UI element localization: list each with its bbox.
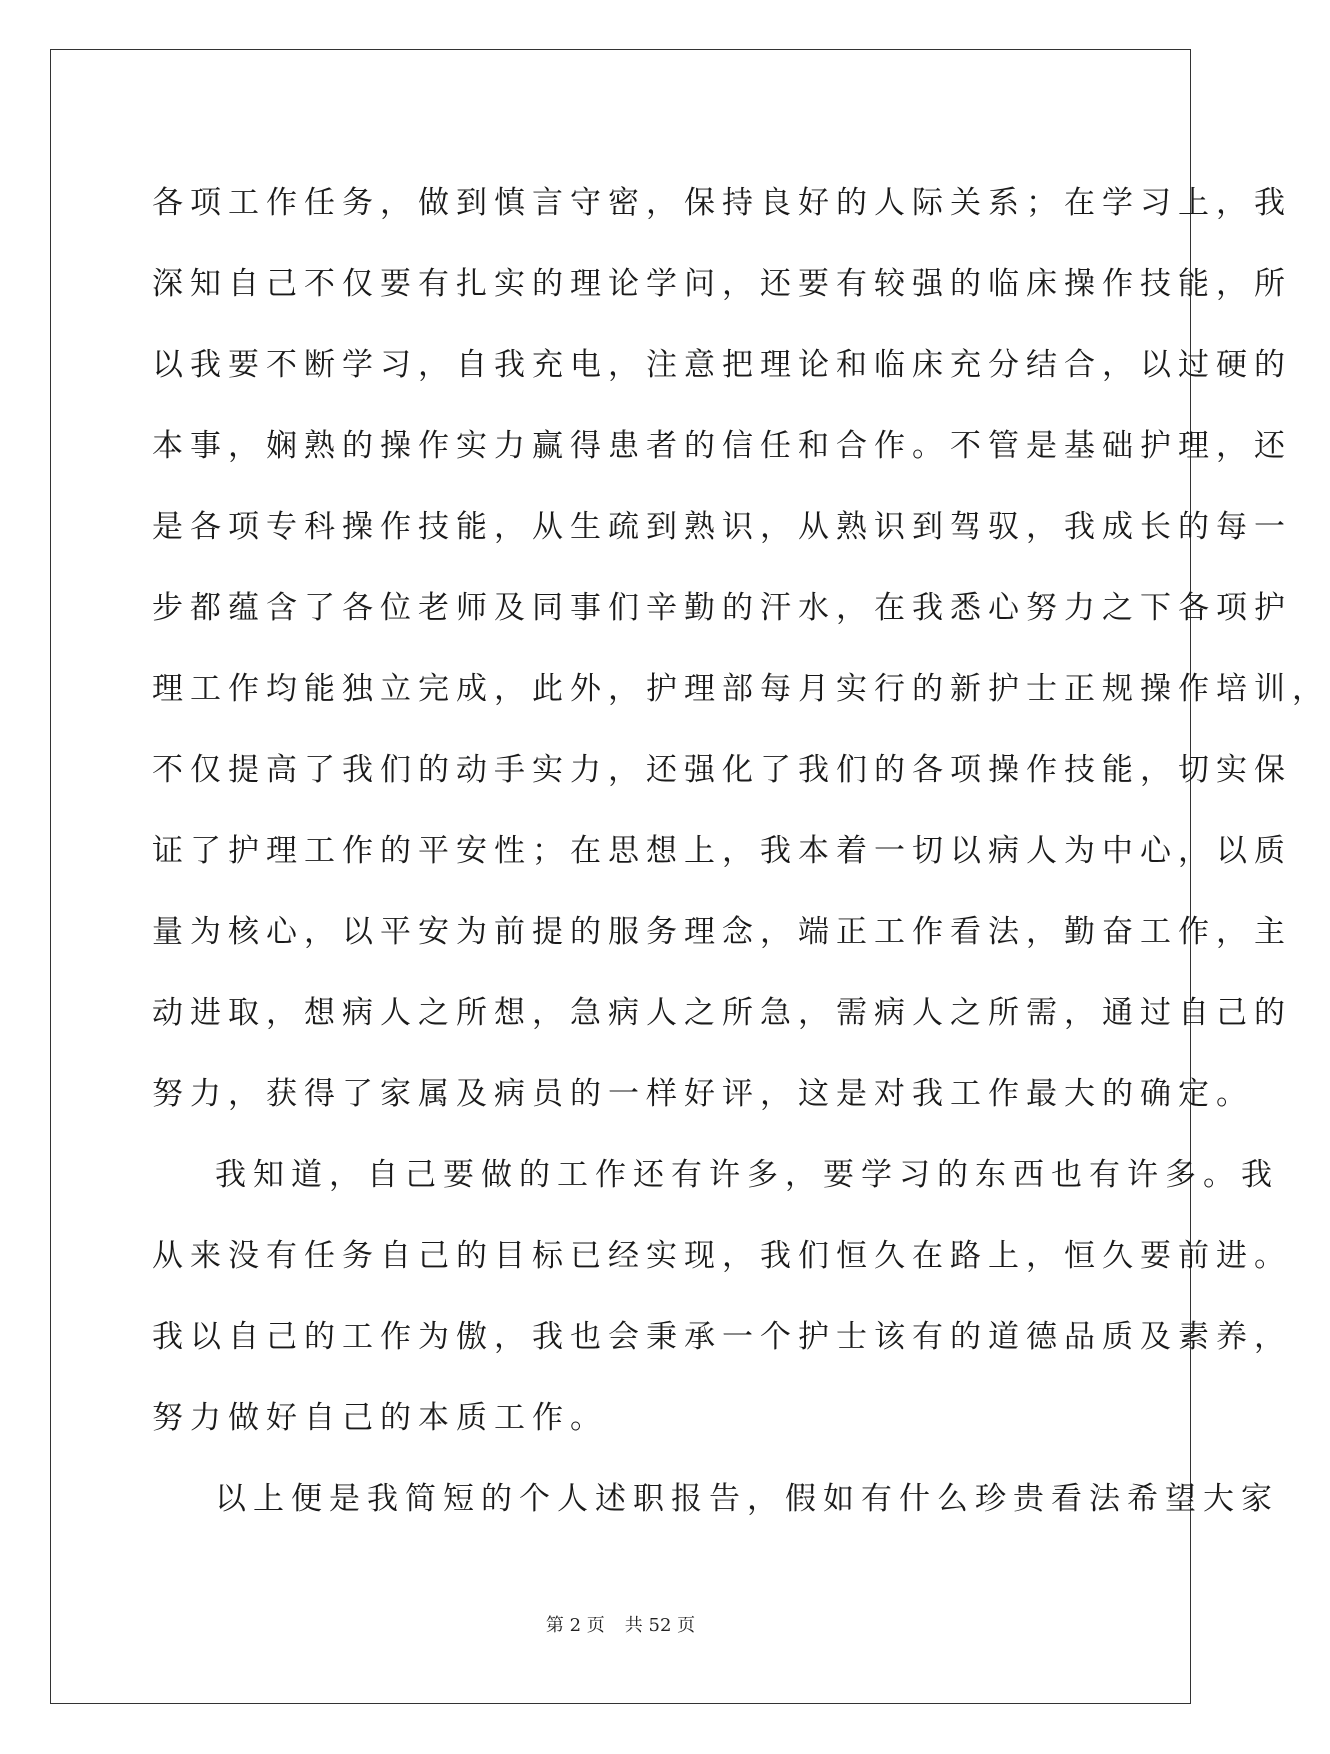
text-line-9: 证了护理工作的平安性；在思想上，我本着一切以病人为中心，以质 (152, 833, 1292, 869)
text-line-3: 以我要不断学习，自我充电，注意把理论和临床充分结合，以过硬的 (152, 347, 1292, 383)
page-total: 共 52 页 (624, 1615, 696, 1636)
text-line-10: 量为核心，以平安为前提的服务理念，端正工作看法，勤奋工作，主 (152, 914, 1292, 950)
text-line-11: 动进取，想病人之所想，急病人之所急，需病人之所需，通过自己的 (152, 995, 1292, 1031)
document-body (152, 163, 1330, 1540)
text-line-4: 本事，娴熟的操作实力赢得患者的信任和合作。不管是基础护理，还 (152, 428, 1292, 464)
text-line-14: 从来没有任务自己的目标已经实现，我们恒久在路上，恒久要前进。 (152, 1238, 1292, 1274)
text-line-15: 我以自己的工作为傲，我也会秉承一个护士该有的道德品质及素养， (152, 1319, 1292, 1355)
text-line-8: 不仅提高了我们的动手实力，还强化了我们的各项操作技能，切实保 (152, 752, 1292, 788)
text-line-1: 各项工作任务，做到慎言守密，保持良好的人际关系；在学习上，我 (152, 185, 1292, 221)
text-line-5: 是各项专科操作技能，从生疏到熟识，从熟识到驾驭，我成长的每一 (152, 509, 1292, 545)
text-line-7: 理工作均能独立完成，此外，护理部每月实行的新护士正规操作培训， (152, 671, 1330, 707)
text-line-12: 努力，获得了家属及病员的一样好评，这是对我工作最大的确定。 (152, 1076, 1254, 1112)
text-line-17: 以上便是我简短的个人述职报告，假如有什么珍贵看法希望大家 (215, 1481, 1279, 1517)
page-number: 第 2 页 (545, 1615, 605, 1636)
text-line-2: 深知自己不仅要有扎实的理论学问，还要有较强的临床操作技能，所 (152, 266, 1292, 302)
text-line-16: 努力做好自己的本质工作。 (152, 1400, 608, 1436)
page-footer (0, 1611, 1241, 1637)
text-line-13: 我知道，自己要做的工作还有许多，要学习的东西也有许多。我 (215, 1157, 1279, 1193)
text-line-6: 步都蕴含了各位老师及同事们辛勤的汗水，在我悉心努力之下各项护 (152, 590, 1292, 626)
